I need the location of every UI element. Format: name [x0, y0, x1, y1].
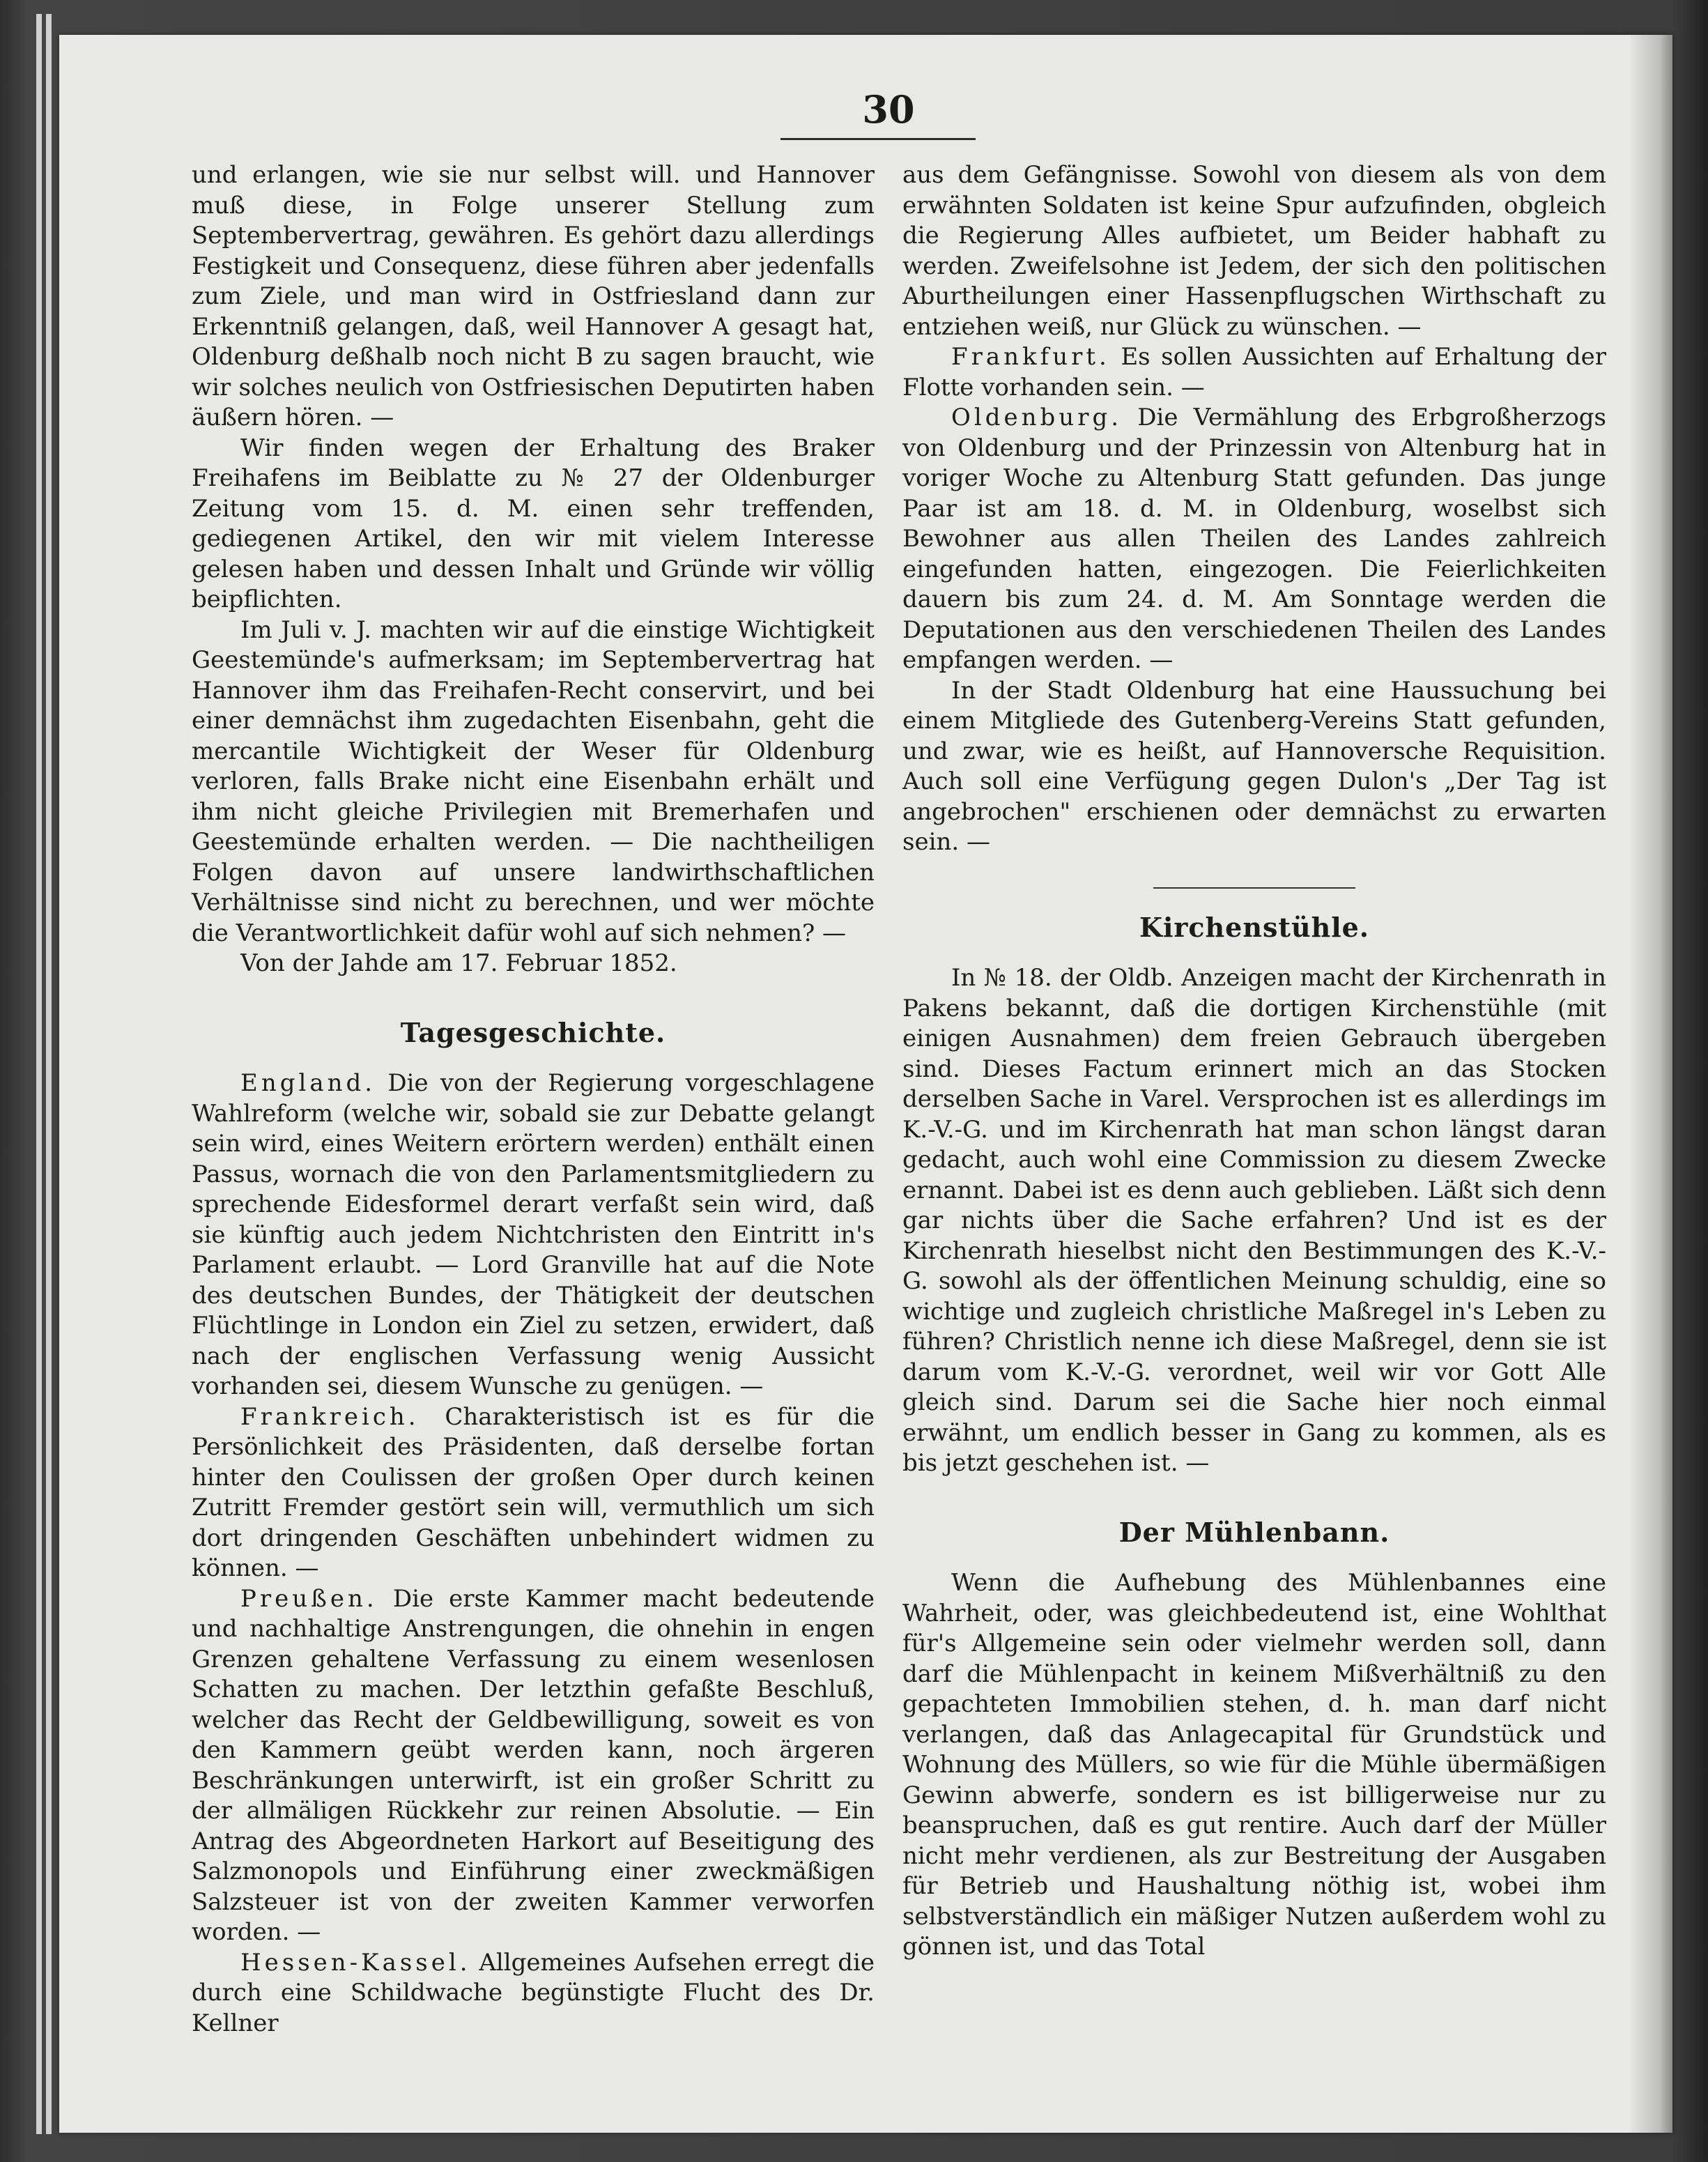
news-item	[192, 1948, 875, 2039]
page-edge	[46, 14, 52, 2134]
section-title-tagesgeschichte: Tagesgeschichte.	[400, 1016, 666, 1048]
news-text: In der Stadt Oldenburg hat eine Haussuchung bei einem Mitgliede des Gutenberg-Vereins Statt gefunden, und zwar, wie es heißt, auf Hannoversche Requisition. Auch soll eine Verfügung gegen Dulon's „Der Tag ist angebrochen" erschienen oder demnächst zu erwarten sein. —	[902, 676, 1606, 856]
news-place: Oldenburg.	[951, 404, 1123, 431]
page-edge	[36, 14, 42, 2134]
news-text: Die von der Regierung vorgeschlagene Wahlreform (welche wir, sobald sie zur Debatte gelangt sein wird, eines Weitern erörtern werden) enthält einen Passus, wornach die von den Parlamentsmitgliedern zu sprechende Eidesformel derart verfaßt sein wird, daß sie künftig auch jedem Nichtchristen den Eintritt in's Parlament erlaubt. — Lord Granville hat auf die Note des deutschen Bundes, der Thätigkeit der deutschen Flüchtlinge in London ein Ziel zu setzen, erwidert, daß nach der englischen Verfassung wenig Aussicht vorhanden sei, diesem Wunsche zu genügen. —	[192, 1069, 875, 1400]
header-rule	[780, 138, 976, 140]
paragraph: In № 18. der Oldb. Anzeigen macht der Kirchenrath in Pakens bekannt, daß die dortigen Kirchenstühle (mit einigen Ausnahmen) dem freien Gebrauch übergeben sind. Dieses Factum erinnert mich an das Stocken derselben Sache in Varel. Versprochen ist es allerdings im K.-V.-G. und im Kirchenrath hat man schon längst daran gedacht, auch wohl eine Commission zu diesem Zwecke ernannt. Dabei ist es denn auch geblieben. Läßt sich denn gar nichts über die Sache erfahren? Und ist es der Kirchenrath hieselbst nicht den Bestimmungen des K.-V.-G. sowohl als der öffentlichen Meinung schuldig, eine so wichtige und zugleich christliche Maßregel in's Leben zu führen? Christlich nenne ich diese Maßregel, denn sie ist darum vom K.-V.-G. verordnet, weil wir vor Gott Alle gleich sind. Darum sei die Sache hier noch einmal erwähnt, um endlich besser in Gang zu kommen, als es bis jetzt geschehen ist. —	[902, 964, 1606, 1477]
left-column	[192, 160, 875, 2039]
news-item	[192, 1068, 875, 1402]
news-item	[192, 1584, 875, 1948]
news-text: Die erste Kammer macht bedeutende und nachhaltige Anstrengungen, die ohnehin in engen Grenzen gehaltene Verfassung zu einem wesenlosen Schatten zu machen. Der letzthin gefaßte Beschluß, welcher das Recht der Geldbewilligung, soweit es von den Kammern geübt werden kann, noch ärgeren Beschränkungen unterwirft, ist ein großer Schritt zu der allmäligen Rückkehr zur reinen Absolutie. — Ein Antrag des Abgeordneten Harkort auf Beseitigung des Salzmonopols und Einführung einer zweckmäßigen Salzsteuer ist von der zweiten Kammer verworfen worden. —	[192, 1584, 875, 1946]
news-place: Frankfurt.	[951, 343, 1110, 371]
news-text: Charakteristisch ist es für die Persönlichkeit des Präsidenten, daß derselbe fortan hinter den Coulissen der großen Oper durch keinen Zutritt Fremder gestört sein will, vermuthlich um sich dort dringenden Geschäften unbehindert widmen zu können. —	[192, 1402, 875, 1582]
news-item	[902, 342, 1606, 403]
news-item	[902, 676, 1606, 858]
paragraph: aus dem Gefängnisse. Sowohl von diesem als von dem erwähnten Soldaten ist keine Spur aufzufinden, obgleich die Regierung Alles aufbietet, um Beider habhaft zu werden. Zweifelsohne ist Jedem, der sich den politischen Aburtheilungen einer Hassenpflugschen Wirthschaft zu entziehen weiß, nur Glück zu wünschen. —	[902, 161, 1606, 341]
separator-rule	[1153, 887, 1355, 889]
paragraph: Wir finden wegen der Erhaltung des Braker Freihafens im Beiblatte zu № 27 der Oldenburger Zeitung vom 15. d. M. einen sehr treffenden, gediegenen Artikel, den wir mit vielem Interesse gelesen haben und dessen Inhalt und Gründe wir völlig beipflichten.	[192, 434, 875, 613]
paragraph: Im Juli v. J. machten wir auf die einstige Wichtigkeit Geestemünde's aufmerksam; im Septembervertrag hat Hannover ihm das Freihafen-Recht conservirt, und bei einer demnächst ihm zugedachten Eisenbahn, geht die mercantile Wichtigkeit der Weser für Oldenburg verloren, falls Brake nicht eine Eisenbahn erhält und ihm nicht gleiche Privilegien mit Bremerhafen und Geestemünde erhalten werden. — Die nachtheiligen Folgen davon auf unsere landwirthschaftlichen Verhältnisse sind nicht zu berechnen, und wer möchte die Verantwortlichkeit dafür wohl auf sich nehmen? —	[192, 615, 875, 947]
news-place: Frankreich.	[240, 1402, 420, 1431]
right-column	[902, 160, 1606, 1963]
news-text: Die Vermählung des Erbgroßherzogs von Oldenburg und der Prinzessin von Altenburg hat in voriger Woche zu Altenburg Statt gefunden. Das junge Paar ist am 18. d. M. in Oldenburg, woselbst sich Bewohner aus allen Theilen des Landes zahlreich eingefunden hatten, eingezogen. Die Feierlichkeiten dauern bis zum 24. d. M. Am Sonntage werden die Deputationen aus den verschiedenen Theilen des Landes empfangen werden. —	[902, 404, 1607, 674]
news-place: Preußen.	[240, 1584, 378, 1613]
news-place: Hessen-Kassel.	[240, 1948, 471, 1977]
news-item	[192, 1402, 875, 1584]
paragraph: Wenn die Aufhebung des Mühlenbannes eine Wahrheit, oder, was gleichbedeutend ist, eine Wohlthat für's Allgemeine sein oder vielmehr werden soll, dann darf die Mühlenpacht in keinem Mißverhältniß zu den gepachteten Immobilien stehen, d. h. man darf nicht verlangen, daß das Anlagecapital für Grundstück und Wohnung des Müllers, so wie für die Mühle übermäßigen Gewinn abwerfe, sondern es ist billigerweise nur zu beanspruchen, daß es gut rentire. Auch darf der Müller nicht mehr verdienen, als zur Bestreitung der Ausgaben für Betrieb und Haushaltung nöthig ist, wobei ihm selbstverständlich ein mäßiger Nutzen außerdem wohl zu gönnen ist, und das Total	[902, 1569, 1606, 1961]
news-item	[902, 403, 1606, 676]
dateline: Von der Jahde am 17. Februar 1852.	[240, 949, 677, 977]
news-text: Es sollen Aussichten auf Erhaltung der Flotte vorhanden sein. —	[902, 343, 1607, 401]
section-title-muehlenbann: Der Mühlenbann.	[1118, 1516, 1390, 1548]
page-number: 30	[862, 87, 915, 132]
news-place: England.	[240, 1069, 376, 1097]
page-gutter	[1631, 35, 1672, 2133]
news-text: Allgemeines Aufsehen erregt die durch eine Schildwache begünstigte Flucht des Dr. Kellner	[192, 1948, 875, 2037]
section-title-kirchenstuehle: Kirchenstühle.	[1139, 911, 1370, 943]
paragraph: und erlangen, wie sie nur selbst will. und Hannover muß diese, in Folge unserer Stellung zum Septembervertrag, gewähren. Es gehört dazu allerdings Festigkeit und Consequenz, diese führen aber jedenfalls zum Ziele, und man wird in Ostfriesland dann zur Erkenntniß gelangen, daß, weil Hannover A gesagt hat, Oldenburg deßhalb noch nicht B zu sagen braucht, wie wir solches neulich von Ostfriesischen Deputirten haben äußern hören. —	[192, 161, 875, 431]
